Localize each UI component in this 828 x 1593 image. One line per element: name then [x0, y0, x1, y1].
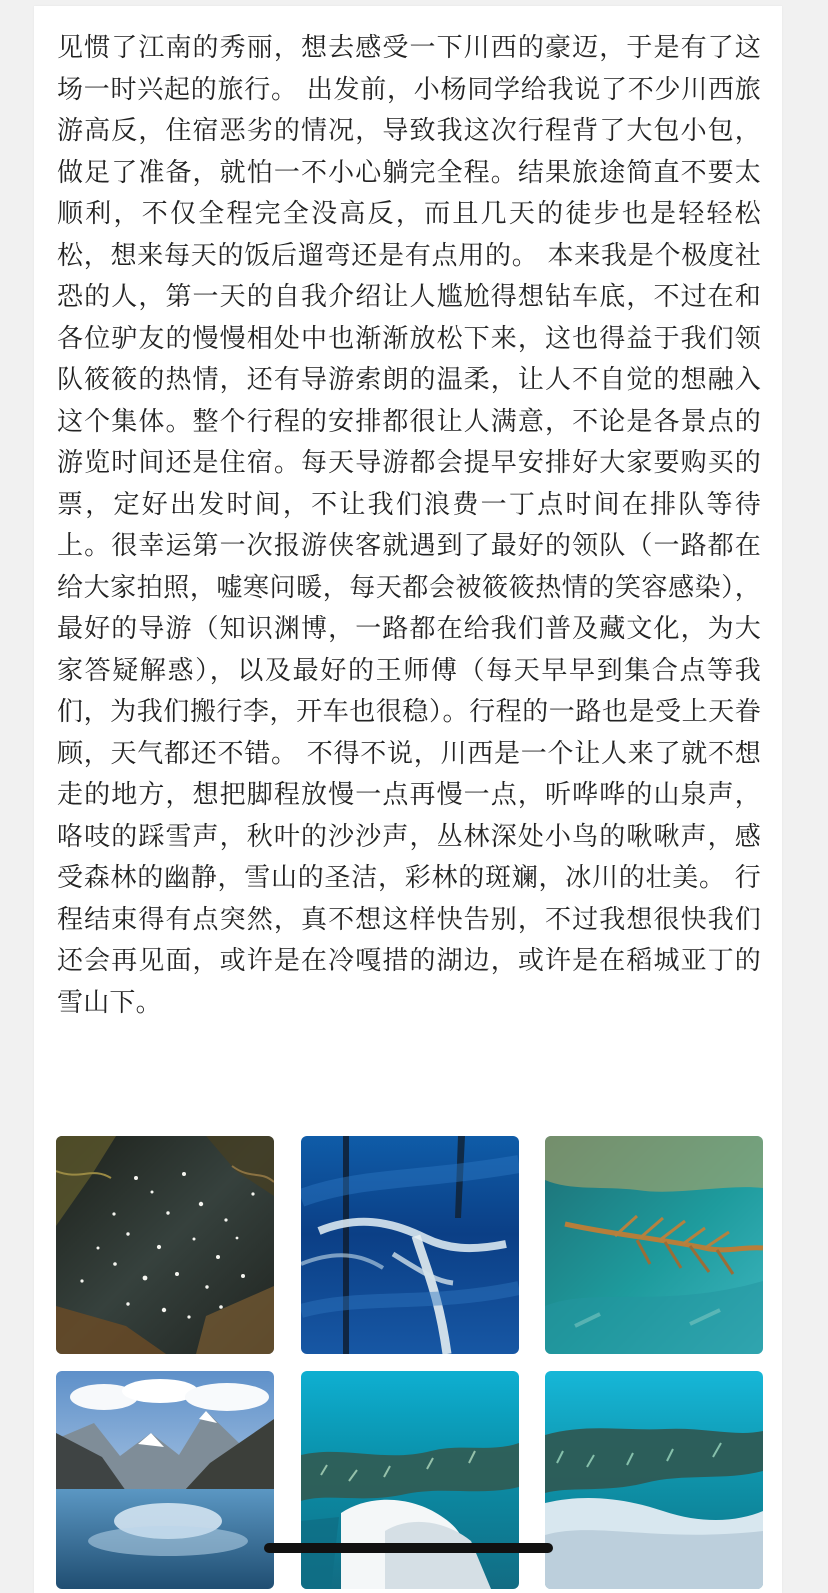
photo-thumbnail-4[interactable] [56, 1371, 274, 1589]
mountain-lake-photo [56, 1371, 274, 1589]
photo-thumbnail-3[interactable] [545, 1136, 763, 1354]
photo-thumbnail-6[interactable] [545, 1371, 763, 1589]
photo-thumbnail-5[interactable] [301, 1371, 519, 1589]
photo-thumbnail-2[interactable] [301, 1136, 519, 1354]
aqua-lake-reflection-photo [545, 1371, 763, 1589]
home-indicator[interactable] [264, 1543, 553, 1553]
article-text: 见惯了江南的秀丽，想去感受一下川西的豪迈，于是有了这场一时兴起的旅行。 出发前，小杨同学给我说了不少川西旅游高反，住宿恶劣的情况，导致我这次行程背了大包小包，做足了准备，就怕一不小心躺完全程。结果旅途简直不要太顺利，不仅全程完全没高反，而且几天的徒步也是轻轻松松，想来每天的饭后遛弯还是有点用的。 本来我是个极度社恐的人，第一天的自我介绍让人尴尬得想钻车底，不过在和各位驴友的慢慢相处中也渐渐放松下来，这也得益于我们领队筱筱的热情，还有导游索朗的温柔，让人不自觉的想融入这个集体。整个行程的安排都很让人满意，不论是各景点的游览时间还是住宿。每天导游都会提早安排好大家要购买的票，定好出发时间，不让我们浪费一丁点时间在排队等待上。很幸运第一次报游侠客就遇到了最好的领队（一路都在给大家拍照，嘘寒问暖，每天都会被筱筱热情的笑容感染），最好的导游（知识渊博，一路都在给我们普及藏文化，为大家答疑解惑），以及最好的王师傅（每天早早到集合点等我们，为我们搬行李，开车也很稳）。行程的一路也是受上天眷顾，天气都还不错。 不得不说，川西是一个让人来了就不想走的地方，想把脚程放慢一点再慢一点，听哗哗的山泉声，咯吱的踩雪声，秋叶的沙沙声，丛林深处小鸟的啾啾声，感受森林的幽静，雪山的圣洁，彩林的斑斓，冰川的壮美。 行程结束得有点突然，真不想这样快告别，不过我想很快我们还会再见面，或许是在冷嘎措的湖边，或许是在稻城亚丁的雪山下。 [57, 33, 761, 1018]
tree-reflection-blue-lake-photo [301, 1136, 519, 1354]
sparkling-water-photo [56, 1136, 274, 1354]
turquoise-shallow-lake-photo [301, 1371, 519, 1589]
turquoise-lake-branches-photo [545, 1136, 763, 1354]
photo-thumbnail-1[interactable] [56, 1136, 274, 1354]
article-body [57, 28, 761, 1024]
